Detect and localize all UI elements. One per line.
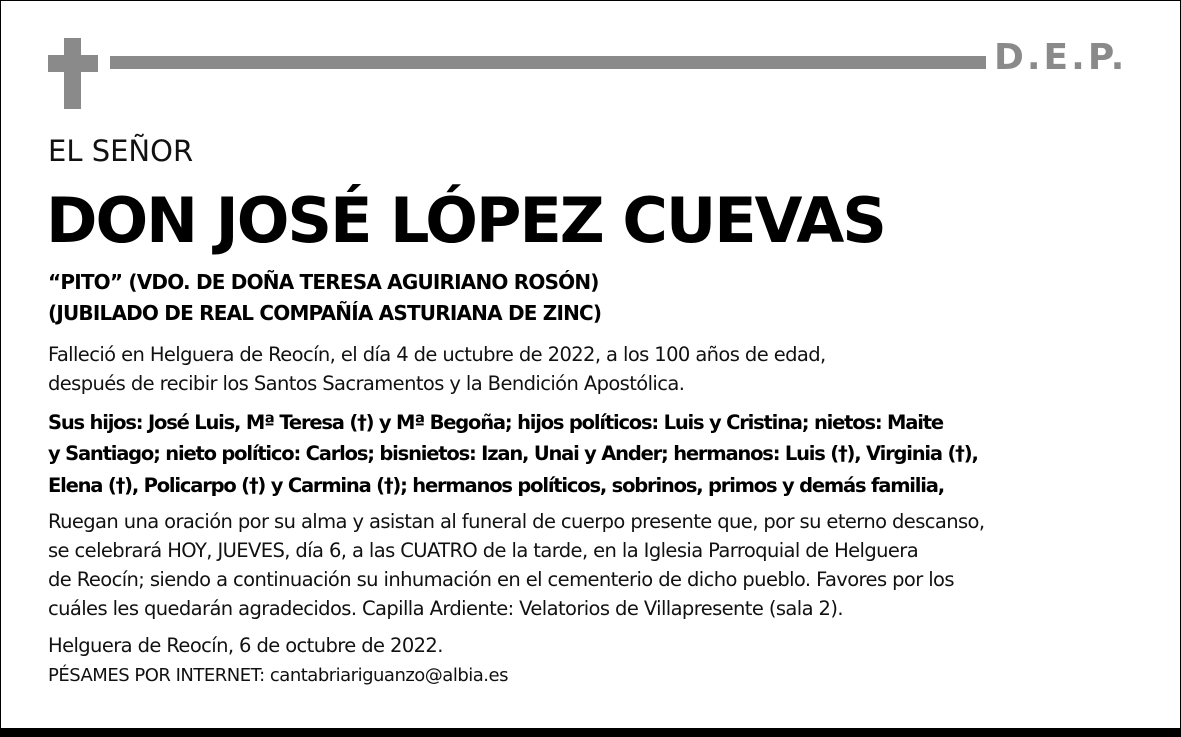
occupation-line: (JUBILADO DE REAL COMPAÑÍA ASTURIANA DE ZINC) [48, 301, 602, 325]
condolences-email: PÉSAMES POR INTERNET: cantabriariguanzo@albia.es [48, 665, 508, 686]
dep-label: D.E.P. [994, 37, 1128, 78]
funeral-line: se celebrará HOY, JUEVES, día 6, a las CUATRO de la tarde, en la Iglesia Parroquial de Helguera [48, 539, 919, 562]
family-line: Elena (†), Policarpo (†) y Carmina (†); hermanos políticos, sobrinos, primos y demás familia, [48, 474, 944, 497]
funeral-line: cuáles les quedarán agradecidos. Capilla Ardiente: Velatorios de Villapresente (sala 2). [48, 597, 843, 620]
death-line: después de recibir los Santos Sacramentos y la Bendición Apostólica. [48, 372, 685, 395]
cross-icon [64, 38, 81, 109]
header-rule [110, 56, 986, 69]
funeral-line: de Reocín; siendo a continuación su inhumación en el cementerio de dicho pueblo. Favores por los [48, 568, 954, 591]
nickname-line: “PITO” (VDO. DE DOÑA TERESA AGUIRIANO ROSÓN) [48, 270, 599, 294]
deceased-name: DON JOSÉ LÓPEZ CUEVAS [46, 184, 885, 257]
family-line: y Santiago; nieto político: Carlos; bisnietos: Izan, Unai y Ander; hermanos: Luis (†), Virginia (†), [48, 442, 978, 465]
title-prefix: EL SEÑOR [48, 134, 194, 168]
family-line: Sus hijos: José Luis, Mª Teresa (†) y Mª Begoña; hijos políticos: Luis y Cristina; nietos: Maite [48, 411, 943, 434]
funeral-line: Ruegan una oración por su alma y asistan al funeral de cuerpo presente que, por su eterno descanso, [48, 510, 985, 533]
death-line: Falleció en Helguera de Reocín, el día 4 de uctubre de 2022, a los 100 años de edad, [48, 343, 826, 366]
cross-icon-arm [48, 55, 98, 72]
place-date: Helguera de Reocín, 6 de octubre de 2022. [48, 634, 443, 657]
bottom-border [0, 728, 1181, 737]
